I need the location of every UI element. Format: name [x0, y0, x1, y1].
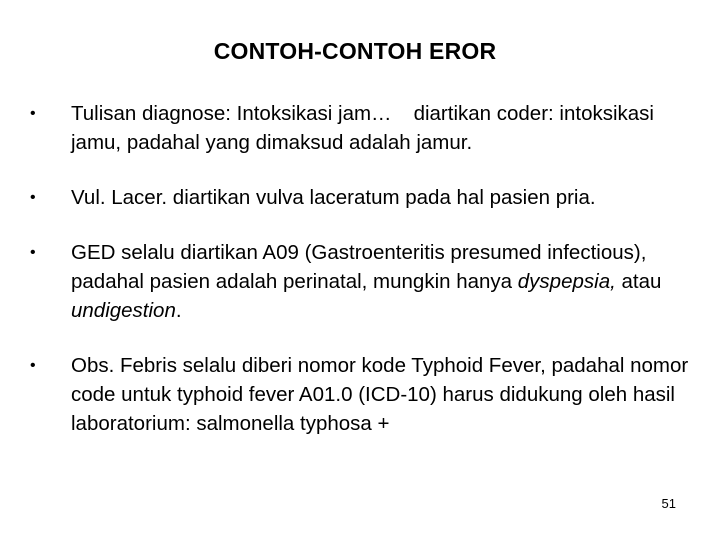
bullet-dot-icon: •	[30, 189, 36, 206]
bullet-italic-term: dyspepsia,	[517, 270, 616, 293]
bullet-text-part: diartikan coder: intoksikasi jamu, padahal yang dimaksud adalah jamur.	[71, 102, 654, 154]
bullet-dot-icon: •	[30, 244, 36, 261]
bullet-item-febris	[30, 351, 700, 438]
bullet-list	[30, 99, 700, 438]
bullet-text-part: Tulisan diagnose: Intoksikasi jam…	[71, 102, 392, 125]
bullet-italic-term: undigestion	[71, 299, 176, 322]
bullet-text-part: atau	[615, 270, 662, 293]
slide-title: CONTOH-CONTOH EROR	[213, 38, 497, 64]
bullet-item-jamu	[30, 99, 700, 157]
page-number: 51	[661, 496, 676, 511]
bullet-text-part: .	[175, 299, 182, 322]
bullet-text: Obs. Febris selalu diberi nomor kode Typhoid Fever, padahal nomor code untuk typhoid fever A01.0 (ICD-10) harus didukung oleh hasil laboratorium: salmonella typhosa +	[71, 354, 689, 435]
bullet-dot-icon: •	[30, 357, 36, 374]
bullet-item-ged	[30, 238, 700, 325]
bullet-text-part: GED selalu diartikan A09 (Gastroenteritis presumed infectious), padahal pasien adalah perinatal, mungkin hanya	[71, 241, 647, 293]
bullet-dot-icon: •	[30, 105, 36, 122]
bullet-text: Vul. Lacer. diartikan vulva laceratum pada hal pasien pria.	[71, 186, 596, 209]
bullet-item-vulva	[30, 183, 700, 212]
